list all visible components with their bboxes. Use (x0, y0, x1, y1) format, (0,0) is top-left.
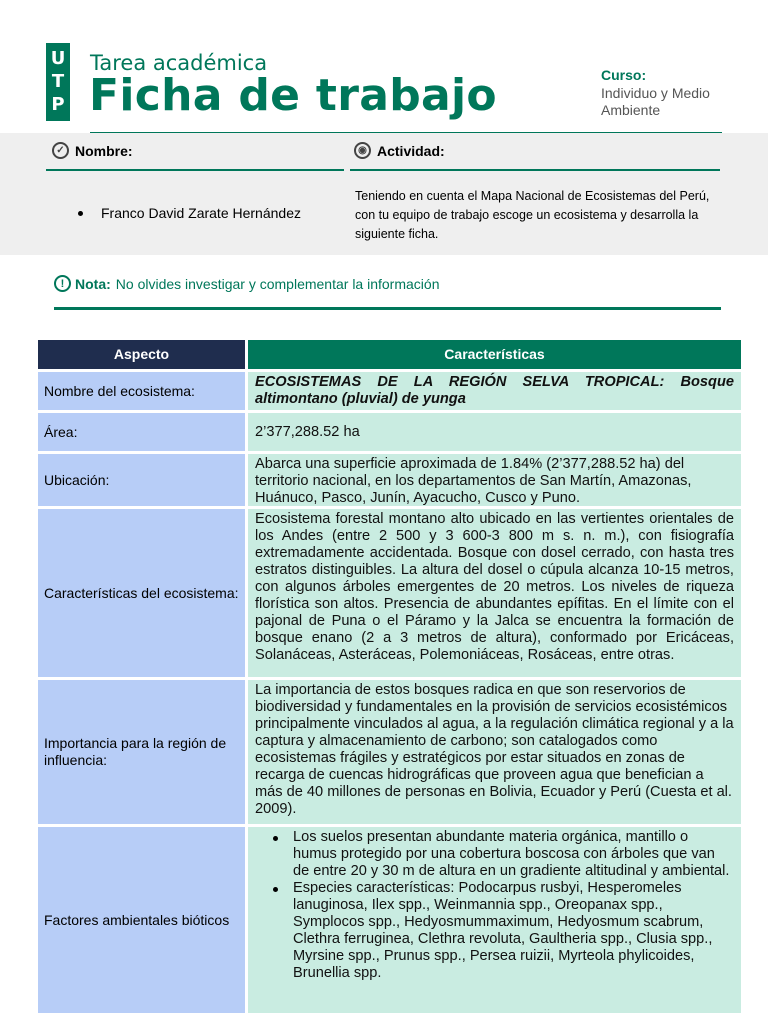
nota-divider (54, 307, 721, 310)
table-row (38, 413, 741, 451)
utp-logo (46, 43, 70, 121)
value-cell: La importancia de estos bosques radica en que son reservorios de biodiversidad y fundamentales en la provisión de servicios ecosistémicos principalmente vinculados al agua, a la regulación climática regional y a la captura y almacenamiento de carbono; son catalogados como ecosistemas frágiles y estratégicos por estar situados en zonas de recarga de cuencas hidrográficas que proveen agua que benefician a más de 40 millones de personas en Bolivia, Ecuador y Perú (Cuesta et al. 2009). (248, 680, 741, 824)
nombre-label: Nombre: (75, 142, 133, 159)
table-row (38, 454, 741, 506)
aspect-cell: Factores ambientales bióticos (38, 827, 245, 1013)
logo-letter: P (51, 94, 65, 116)
nombre-divider (46, 169, 344, 171)
value-cell: ECOSISTEMAS DE LA REGIÓN SELVA TROPICAL: Bosque altimontano (pluvial) de yunga (248, 372, 741, 410)
aspect-cell: Ubicación: (38, 454, 245, 506)
actividad-label: Actividad: (377, 142, 445, 159)
header-aspecto: Aspecto (38, 340, 245, 369)
nombre-item (78, 205, 301, 221)
list-item: Especies características: Podocarpus rusbyi, Hesperomeles lanuginosa, Ilex spp., Weinmannia spp., Oreopanax spp., Symplocos spp., Hedyosmummaximum, Hedyosmum scabrum, Clethra ferruginea, Clethra revoluta, Gaultheria spp., Clusia spp., Myrsine spp., Prunus spp., Persea ruizii, Myrteola phylicoides, Brunellia spp. (293, 880, 734, 982)
table-row (38, 827, 741, 1013)
table-row (38, 680, 741, 824)
curso-label: Curso: (601, 67, 647, 83)
header-caracteristicas: Características (248, 340, 741, 369)
logo-letter: U (50, 47, 66, 69)
list-item: Los suelos presentan abundante materia orgánica, mantillo o humus protegido por una cobertura boscosa con árboles que van de entre 20 y 30 m de altura en un gradiente altitudinal y ambiental. (293, 829, 734, 880)
value-cell: 2’377,288.52 ha (248, 413, 741, 451)
nota-label: Nota: (75, 275, 111, 292)
target-icon: ◉ (354, 142, 371, 159)
value-cell (248, 827, 741, 1013)
actividad-heading (354, 142, 445, 159)
nombre-heading (52, 142, 133, 159)
document-subtitle: Tarea académica (90, 51, 268, 75)
document-title: Ficha de trabajo (89, 70, 497, 121)
ficha-table (38, 340, 741, 1016)
curso-value: Individuo y Medio Ambiente (601, 85, 710, 118)
aspect-cell: Importancia para la región de influencia: (38, 680, 245, 824)
check-circle-icon: ✓ (52, 142, 69, 159)
value-cell: Abarca una superficie aproximada de 1.84% (2’377,288.52 ha) del territorio nacional, en los departamentos de San Martín, Amazonas, Huánuco, Pasco, Junín, Ayacucho, Cusco y Puno. (248, 454, 741, 506)
nota-line (54, 275, 439, 292)
table-row (38, 372, 741, 410)
exclamation-circle-icon: ! (54, 275, 71, 292)
table-row (38, 509, 741, 677)
table-header-row (38, 340, 741, 369)
bullet-list (255, 829, 734, 982)
aspect-cell: Nombre del ecosistema: (38, 372, 245, 410)
logo-letter: T (51, 70, 65, 92)
value-cell: Ecosistema forestal montano alto ubicado en las vertientes orientales de los Andes (entre 2 500 y 3 600-3 800 m s. n. m.), con fisiografía extremadamente accidentada. Bosque con dosel cerrado, con hasta tres estratos distinguibles. La altura del dosel o cúpula alcanza 10-15 metros, con algunos árboles emergentes de 20 metros. Los niveles de riqueza florística son altos. Presencia de abundantes epífitas. En el límite con el pajonal de Puna o el Páramo y la Jalca se encuentra la formación de bosque enano (2 a 3 metros de altura), conformado por Ericáceas, Solanáceas, Asteráceas, Polemoniáceas, Rosáceas, entre otras. (248, 509, 741, 677)
aspect-cell: Área: (38, 413, 245, 451)
nombre-value: Franco David Zarate Hernández (101, 205, 301, 221)
actividad-divider (350, 169, 720, 171)
aspect-cell: Características del ecosistema: (38, 509, 245, 677)
nota-text: No olvides investigar y complementar la información (115, 275, 440, 292)
actividad-value: Teniendo en cuenta el Mapa Nacional de Ecosistemas del Perú, con tu equipo de trabajo escoge un ecosistema y desarrolla la siguiente ficha. (355, 189, 710, 241)
bullet-icon (78, 211, 83, 216)
